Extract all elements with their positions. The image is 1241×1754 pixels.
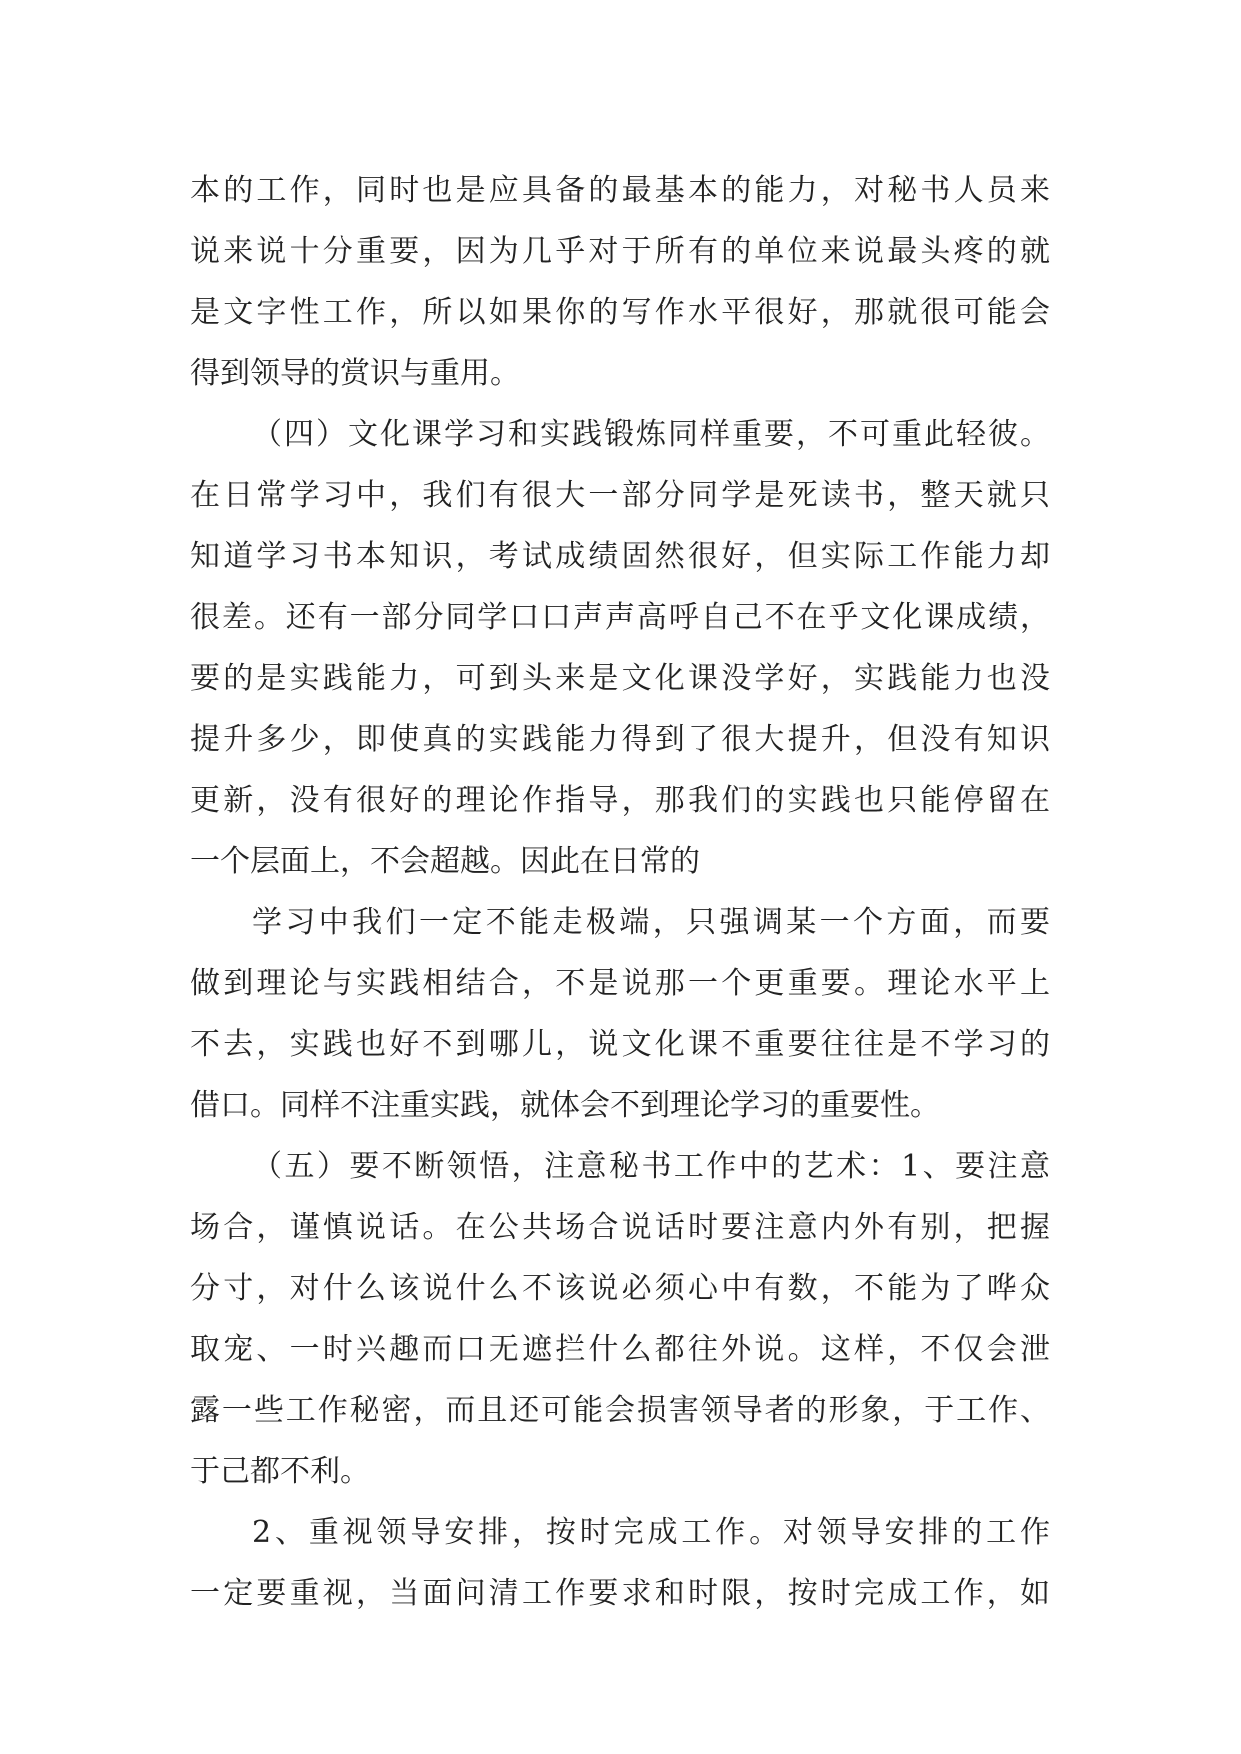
paragraph-start-line: 学习中我们一定不能走极端，只强调某一个方面，而要 <box>252 905 1050 940</box>
paragraph-start-line: （五）要不断领悟，注意秘书工作中的艺术：1、要注意 <box>252 1149 1050 1184</box>
paragraph-start-line: 2、重视领导安排，按时完成工作。对领导安排的工作 <box>252 1515 1050 1550</box>
document-body <box>190 160 1050 1624</box>
text-line: 说来说十分重要，因为几乎对于所有的单位来说最头疼的就 <box>190 234 1050 269</box>
text-line: 知道学习书本知识，考试成绩固然很好，但实际工作能力却 <box>190 539 1050 574</box>
text-line: 一定要重视，当面问清工作要求和时限，按时完成工作，如 <box>190 1576 1050 1611</box>
text-line: 得到领导的赏识与重用。 <box>190 356 520 391</box>
text-line: 是文字性工作，所以如果你的写作水平很好，那就很可能会 <box>190 295 1050 330</box>
text-line: 提升多少，即使真的实践能力得到了很大提升，但没有知识 <box>190 722 1050 757</box>
text-line: 在日常学习中，我们有很大一部分同学是死读书，整天就只 <box>190 478 1050 513</box>
text-line: 做到理论与实践相结合，不是说那一个更重要。理论水平上 <box>190 966 1050 1001</box>
text-line: 要的是实践能力，可到头来是文化课没学好，实践能力也没 <box>190 661 1050 696</box>
text-line: 借口。同样不注重实践，就体会不到理论学习的重要性。 <box>190 1088 940 1123</box>
text-line: 不去，实践也好不到哪儿，说文化课不重要往往是不学习的 <box>190 1027 1050 1062</box>
text-line: 很差。还有一部分同学口口声声高呼自己不在乎文化课成绩， <box>190 600 1050 635</box>
text-line: 更新，没有很好的理论作指导，那我们的实践也只能停留在 <box>190 783 1050 818</box>
text-line: 分寸，对什么该说什么不该说必须心中有数，不能为了哗众 <box>190 1271 1050 1306</box>
paragraph-start-line: （四）文化课学习和实践锻炼同样重要，不可重此轻彼。 <box>252 417 1050 452</box>
text-line: 场合，谨慎说话。在公共场合说话时要注意内外有别，把握 <box>190 1210 1050 1245</box>
text-line: 本的工作，同时也是应具备的最基本的能力，对秘书人员来 <box>190 173 1050 208</box>
text-line: 于己都不利。 <box>190 1454 370 1489</box>
text-line: 露一些工作秘密，而且还可能会损害领导者的形象，于工作、 <box>190 1393 1050 1428</box>
text-line: 取宠、一时兴趣而口无遮拦什么都往外说。这样，不仅会泄 <box>190 1332 1050 1367</box>
text-line: 一个层面上，不会超越。因此在日常的 <box>190 844 700 879</box>
